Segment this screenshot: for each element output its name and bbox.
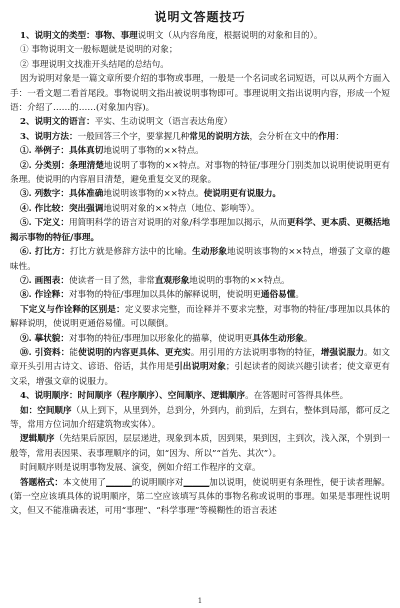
text-run: 1、说明文的类型：事物、事理 [20,31,138,41]
text-run: 加以说明，使说明更有条理性，便于读者理解。(第一空应该填具体的说明顺序，第二空应该填写具体的事物名称或说明的事理。如果是事理性说明文，但又不能准确表述，可用“事理”、“科学事理”等模糊性的语言表述 [10,477,390,517]
text-run: 作用 [318,131,336,142]
text-run: 时间顺序（程序顺序）、空间顺序、逻辑顺序 [77,391,246,402]
text-run: 因为说明对象是一篇文章所要介绍的事物或事理，一般是一个名词或名词短语，可以从两个方面入手：一看文题二看首尾段。事物说明文指出被说明事物即可。事理说明文指出说明内容，形成一个短语：介绍了……的……(对象加内容)。 [10,74,390,114]
text-run: 时间顺序则是说明事物发展、演变，例如介绍工作程序的文章。 [20,463,261,474]
text-run: 说明文（从内容角度，根据说明的对象和目的）。 [137,31,323,41]
text-run: 地说明的事物的××特点。 [189,275,290,286]
text-run: 。 [303,333,313,344]
text-run: 能 [69,347,79,358]
text-run: 3、说明方法： [20,131,78,142]
page-number: 1 [197,597,203,605]
text-run: 2、说明文的语言： [20,117,95,128]
text-run: ⑦. 画图表： [20,275,69,286]
text-run: 地说明对象的××特点（地位、影响等）。 [103,203,260,214]
text-run: 通俗易懂 [260,290,296,301]
text-run: 本文使用了 [63,477,107,488]
text-run: ① 事物说明文一般标题就是说明的对象； [20,45,178,56]
text-run: 具体生动形象 [252,333,304,344]
text-run: ①. 举例子：具体真切 [20,146,104,157]
text-run: 4、说明顺序： [20,391,78,402]
paragraph [10,130,390,144]
text-run: 定义要求完整，而诠释并不要求完整，对事物的特征/事理加以具体的解释说明，使说明更通俗易懂。可以颠倒。 [10,304,390,330]
text-run: 地说明该事物的××特点，增强了文章的趣味性。 [10,247,390,272]
text-run: 平实、生动说明文（语言表达角度） [94,117,233,128]
paragraph [10,303,390,332]
paragraph [10,115,390,129]
text-run: 。用引用的方法说明事物的特征， [190,347,321,358]
text-run: 。如文章开头引用古诗文、谚语、俗话，其作用是 [10,347,390,373]
text-run: 生动形象 [192,247,228,258]
text-run: 打比方就是修辞方法中的比喻。 [69,247,193,258]
text-run: 对事物的特征/事理加以形象化的描摹，使说明更 [68,333,253,344]
paragraph [10,29,390,43]
paragraph [10,288,390,302]
text-run: ，会分析在文中的 [249,131,319,142]
text-run: 用简明科学的语言对说明的对象/科学事理加以揭示，从而 [68,218,287,229]
paragraph [10,346,390,389]
document-title: 说明文答题技巧 [154,10,246,24]
paragraph [10,187,390,201]
text-run: ⑩. 引资料： [20,347,70,358]
text-run: 直观形象 [154,275,190,286]
paragraph [10,216,390,245]
text-run: 逻辑顺序 [20,434,55,445]
text-run: 引出说明对象 [174,362,226,373]
text-run: 。 [295,290,304,301]
text-run: （先结果后原因，层层递进，现象到本质，因到果，果到因，主到次，浅入深，个别到一般等，常用表因果、表事理顺序的词，如“因为、所以”“首先、其次”）。 [10,434,390,459]
text-run: 如：空间顺序 [20,405,72,416]
text-run: 更科学、更本质、更概括地揭示事物的特征/事理。 [10,218,390,243]
text-run: 地说明了事物的××特点。 [103,146,204,157]
paragraph [10,332,390,346]
text-run: （从上到下，从里到外，总到分，外到内，前到后，左到右，整体到局部，都可反之等，常用方位词加介绍建筑物或实体）。 [10,405,390,430]
paragraph [10,389,390,403]
text-run: 使说明更有说服力。 [203,189,282,200]
text-run: 增强说服力 [320,347,365,358]
text-run: ② 事理说明文找准开头结尾的总结句。 [20,59,169,70]
text-run: ⑥. 打比方： [20,247,70,258]
text-run: ⑨. 摹状貌： [20,333,69,344]
text-run: 的说明顺序对 [131,477,184,488]
paragraph [10,432,390,461]
paragraph [10,404,390,433]
text-run: ③. 列数字：具体准确 [20,189,104,200]
text-run: ④. 作比较：突出强调 [20,203,104,214]
text-run: 一般回答三个字，要掌握几种 [77,131,190,142]
paragraph [10,245,390,274]
text-run: 下定义与作诠释的区别是： [20,304,125,315]
text-run: 使说明的内容更具体、更充实 [78,347,191,358]
paragraph [10,202,390,216]
text-run: ⑧. 作诠释： [20,290,69,301]
text-run: ；引起读者的阅读兴趣引读者；使文章更有文采，增强文章的说服力。 [10,362,390,387]
text-run: 。在答题时可答得具体些。 [245,391,349,402]
text-run: ： [335,131,345,142]
text-run: ②. 分类别：条理清楚 [20,160,105,171]
paragraph [10,461,390,475]
text-run: 常见的说明方法 [189,131,250,142]
text-run: 地说明了事物的××特点。对事物的特征/事理分门别类加以说明使说明更有条理。使说明的内容眉目清楚，避免重复交叉的现象。 [10,160,390,186]
text-run: ⑤. 下定义： [20,218,69,229]
paragraph [10,476,390,519]
paragraph [10,43,390,57]
document-body [10,29,390,519]
paragraph [10,144,390,158]
text-run: 地说明该事物的××特点。 [103,189,204,200]
paragraph [10,58,390,72]
text-run: ＿＿＿ [183,477,210,488]
paragraph [10,159,390,188]
text-run: 使读者一目了然，非常 [68,275,155,286]
text-run: ＿＿＿ [106,477,132,488]
paragraph [10,274,390,288]
text-run: 答题格式： [20,477,64,488]
paragraph [10,72,390,115]
text-run: 对事物的特征/事理加以具体的解释说明，使说明更 [68,290,261,301]
